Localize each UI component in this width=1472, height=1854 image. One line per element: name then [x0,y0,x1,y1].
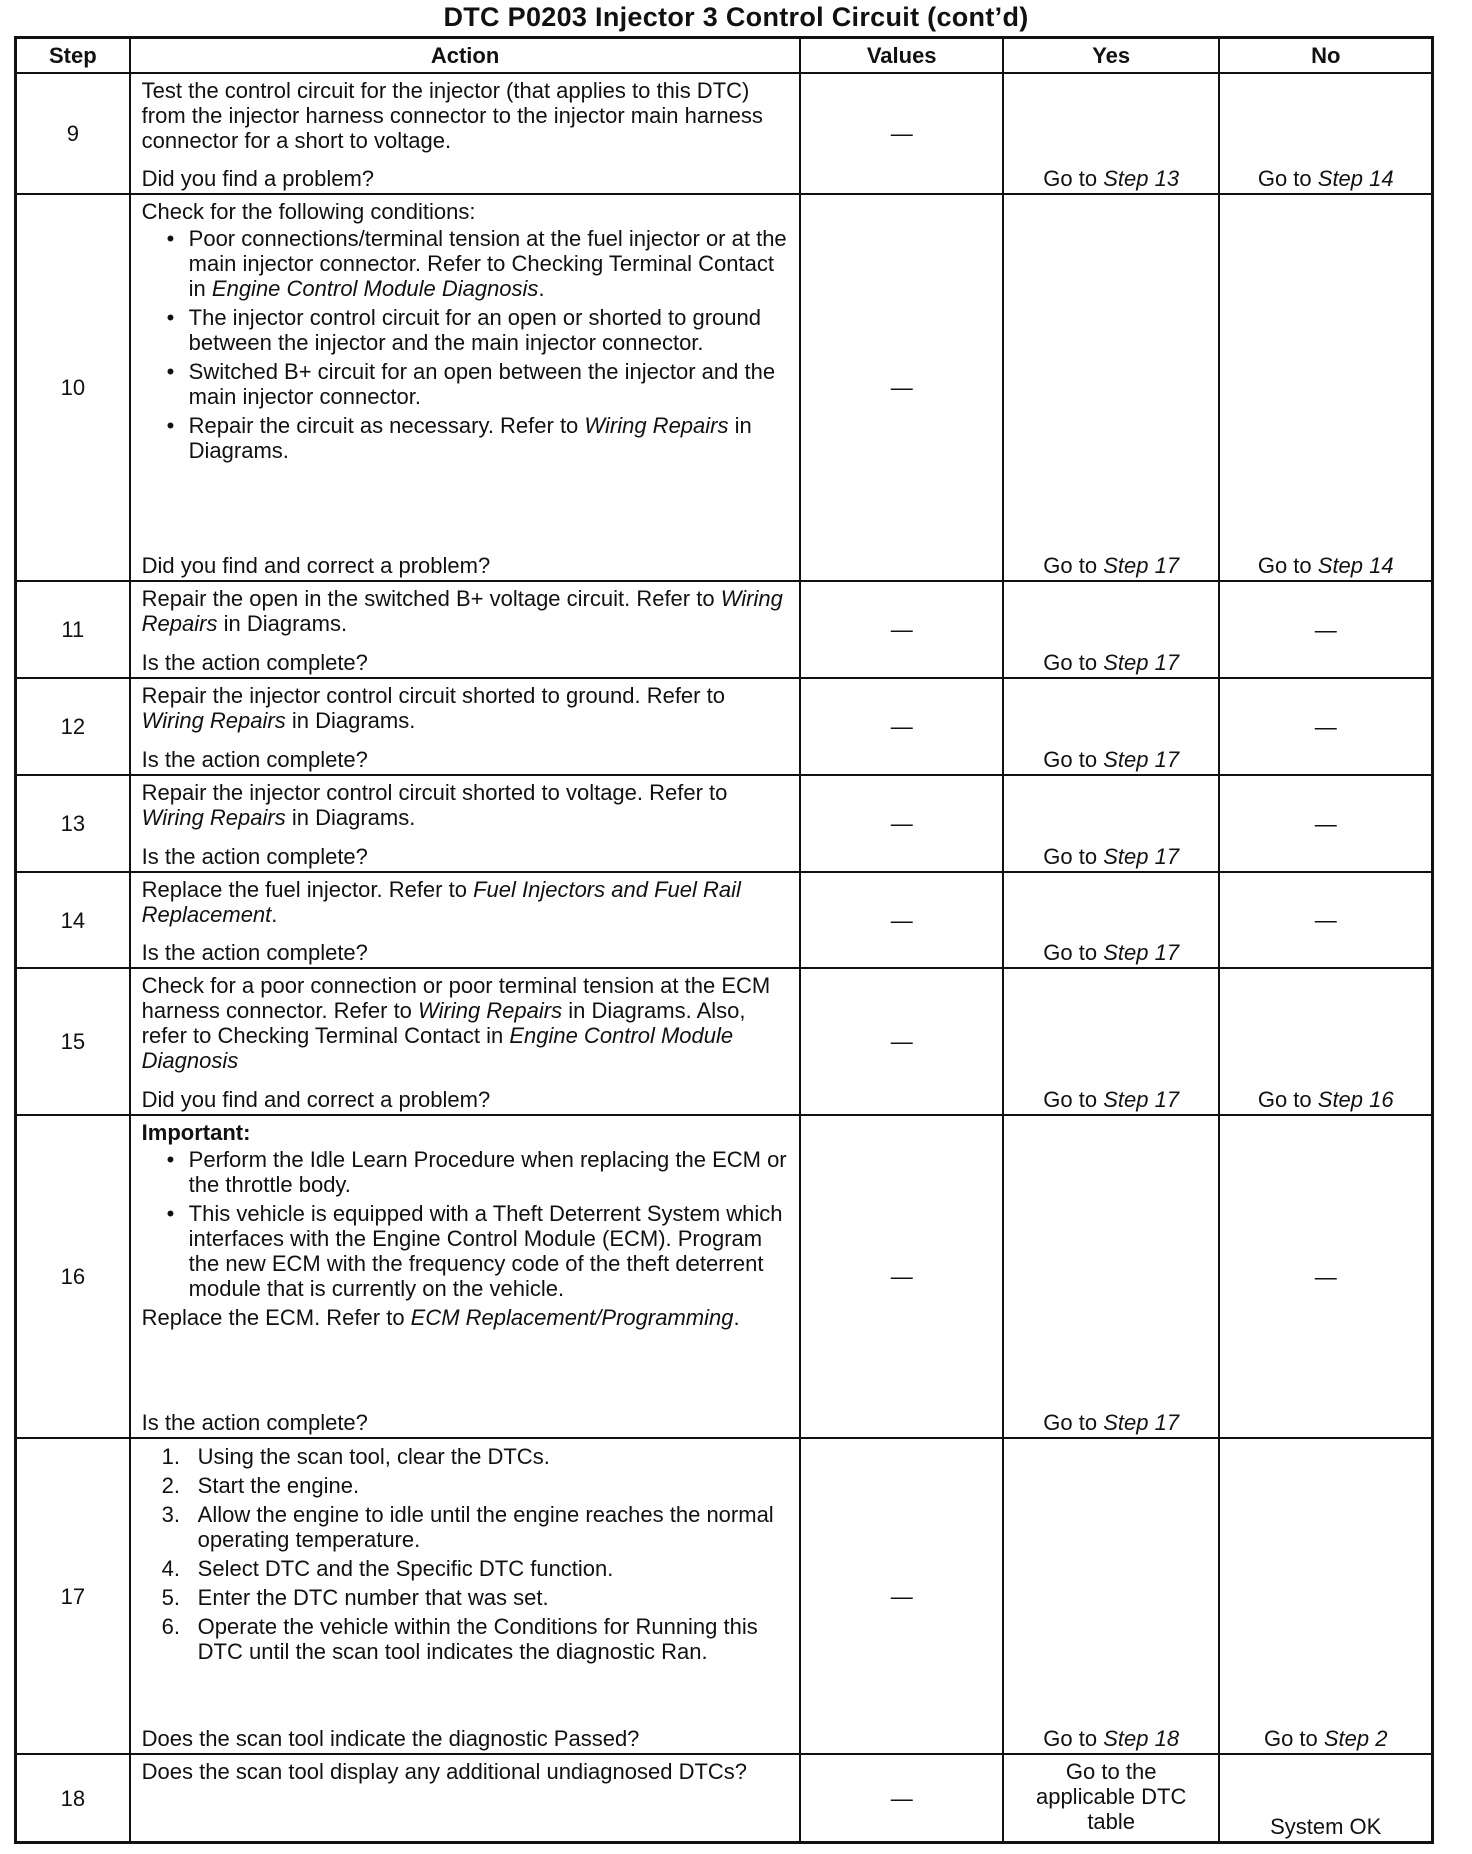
dash-mark: — [890,1029,913,1054]
dash-mark: — [1314,811,1337,836]
yes-goto-table: Go to the applicable DTC table [1035,1759,1187,1834]
action-text-tail: . [271,902,278,927]
step-number: 16 [16,1115,130,1438]
action-text [142,780,790,830]
action-text-part: Replace the ECM. Refer to [141,1305,411,1330]
action-cell [130,872,801,968]
step-number: 13 [16,775,130,872]
header-values: Values [800,38,1002,74]
table-row [16,194,1433,581]
goto-prefix: Go to [1257,553,1318,578]
values-cell [800,775,1002,872]
no-cell [1219,73,1432,194]
bullet-tail: in Diagrams. [188,413,752,463]
action-question: Did you find a problem? [141,166,375,191]
dash-mark: — [890,1785,913,1811]
goto-prefix: Go to [1263,1726,1324,1751]
yes-cell [1003,194,1220,581]
step-number: 18 [16,1754,130,1843]
dash-mark: — [890,617,913,642]
procedure-text: Using the scan tool, clear the DTCs. [197,1444,550,1469]
action-text [142,683,790,733]
goto-target: Step 17 [1103,650,1180,675]
procedure-list [142,1444,790,1664]
goto-prefix: Go to [1043,1726,1104,1751]
yes-cell [1003,968,1220,1115]
action-ref: Wiring Repairs [141,586,783,636]
list-item: • Perform the Idle Learn Procedure when replacing the ECM or the throttle body. [189,1147,790,1197]
no-cell [1219,775,1432,872]
dash-mark: — [1314,617,1337,642]
dash-mark: — [890,1264,913,1289]
no-cell [1219,1438,1432,1754]
list-item: 5. Enter the DTC number that was set. [161,1585,549,1610]
goto-target: Step 18 [1103,1726,1180,1751]
goto-prefix: Go to [1043,1410,1104,1435]
action-cell [130,968,801,1115]
action-text: Check for the following conditions: [141,199,476,224]
goto-target: Step 14 [1317,166,1394,191]
action-question: Did you find and correct a problem? [141,1087,491,1112]
yes-cell [1003,1438,1220,1754]
action-text-part: Repair the injector control circuit shorted to voltage. Refer to [141,780,728,805]
table-row [16,581,1433,678]
page-title: DTC P0203 Injector 3 Control Circuit (cont’d) [443,2,1029,32]
values-cell [800,872,1002,968]
table-row [16,1115,1433,1438]
goto-target: Step 17 [1103,747,1180,772]
goto-target: Step 17 [1103,940,1180,965]
action-text [142,877,790,927]
header-no: No [1219,38,1432,74]
action-question: Is the action complete? [141,844,368,869]
step-number: 12 [16,678,130,775]
no-goto [1220,166,1431,191]
action-ref: ECM Replacement/Programming [410,1305,734,1330]
dash-mark: — [890,375,913,400]
no-goto [1220,1087,1431,1112]
list-item: 2. Start the engine. [161,1473,360,1498]
yes-goto [1004,1726,1219,1751]
dash-mark: — [890,121,913,146]
table-row [16,73,1433,194]
action-question: Is the action complete? [141,1410,368,1435]
table-row [16,678,1433,775]
procedure-text: Operate the vehicle within the Conditions for Running this DTC until the scan tool indicates the diagnostic Ran. [197,1614,758,1664]
action-cell [130,194,801,581]
action-question: Does the scan tool indicate the diagnostic Passed? [141,1726,640,1751]
diagnostic-table [14,36,1434,1844]
table-row [16,1438,1433,1754]
action-text-tail: . [733,1305,740,1330]
procedure-text: Select DTC and the Specific DTC function. [197,1556,614,1581]
goto-target: Step 16 [1317,1087,1394,1112]
important-label: Important: [141,1120,251,1145]
yes-cell [1003,73,1220,194]
dash-mark: — [1314,714,1337,739]
dash-mark: — [1314,907,1337,933]
action-text-part: Repair the injector control circuit shorted to ground. Refer to [141,683,725,708]
values-cell [800,678,1002,775]
action-text: Does the scan tool display any additional undiagnosed DTCs? [141,1759,748,1784]
list-item [189,226,790,301]
list-item: 6. Operate the vehicle within the Conditions for Running this DTC until the scan tool indicates the diagnostic Ran. [161,1614,758,1664]
procedure-text: Enter the DTC number that was set. [197,1585,549,1610]
step-number: 15 [16,968,130,1115]
header-row [16,38,1433,74]
dash-mark: — [890,1583,913,1609]
goto-prefix: Go to [1043,650,1104,675]
goto-prefix: Go to [1043,844,1104,869]
bullet-text: Switched B+ circuit for an open between the injector and the main injector connector. [188,359,776,409]
action-question: Is the action complete? [141,650,368,675]
yes-cell [1003,775,1220,872]
goto-target: Step 17 [1103,844,1180,869]
action-question: Is the action complete? [141,940,368,965]
list-item: 4. Select DTC and the Specific DTC function. [161,1556,614,1581]
header-step: Step [16,38,130,74]
no-cell [1219,581,1432,678]
no-cell [1219,1754,1432,1843]
action-question: Did you find and correct a problem? [141,553,491,578]
action-ref: Engine Control Module Diagnosis [141,1023,734,1073]
yes-cell [1003,1754,1220,1843]
goto-target: Step 17 [1103,553,1180,578]
yes-cell [1003,678,1220,775]
action-text [142,1305,790,1330]
yes-cell [1003,581,1220,678]
dash-mark: — [1314,1264,1337,1289]
goto-target: Step 13 [1103,166,1180,191]
bullet-text: Poor connections/terminal tension at the fuel injector or at the main injector connector. Refer to Checking Terminal Contact in [188,226,787,301]
action-ref: Fuel Injectors and Fuel Rail Replacement [141,877,741,927]
action-ref: Wiring Repairs [141,708,286,733]
yes-goto [1004,844,1219,869]
dash-mark: — [890,907,913,933]
action-text-tail: in Diagrams. Also, refer to Checking Terminal Contact in [141,998,746,1048]
action-cell [130,73,801,194]
action-ref: Wiring Repairs [141,805,286,830]
goto-prefix: Go to [1043,747,1104,772]
list-item: 3. Allow the engine to idle until the engine reaches the normal operating temperature. [161,1502,774,1552]
goto-prefix: Go to [1043,940,1104,965]
values-cell [800,1754,1002,1843]
step-number: 9 [16,73,130,194]
dash-mark: — [890,714,913,739]
action-question: Is the action complete? [141,747,368,772]
no-goto [1220,1726,1431,1751]
action-text-part: Repair the open in the switched B+ voltage circuit. Refer to [141,586,721,611]
step-number: 17 [16,1438,130,1754]
action-text: Test the control circuit for the injector (that applies to this DTC) from the injector harness connector to the injector main harness connector for a short to voltage. [141,78,763,153]
header-yes: Yes [1003,38,1220,74]
step-number: 14 [16,872,130,968]
important-list [142,1147,790,1301]
yes-cell [1003,872,1220,968]
values-cell [800,73,1002,194]
procedure-text: Start the engine. [197,1473,360,1498]
yes-goto [1004,747,1219,772]
bullet-text: The injector control circuit for an open or shorted to ground between the injector and the main injector connector. [188,305,761,355]
action-text [142,586,790,636]
no-cell [1219,194,1432,581]
table-row [16,1754,1433,1843]
goto-prefix: Go to [1257,166,1318,191]
table-row [16,968,1433,1115]
bullet-ref: Engine Control Module Diagnosis [211,276,539,301]
table-row [16,775,1433,872]
yes-cell [1003,1115,1220,1438]
yes-goto [1004,553,1219,578]
action-text-part: Check for a poor connection or poor terminal tension at the ECM harness connector. Refer to [141,973,771,1023]
header-action: Action [130,38,801,74]
no-cell [1219,678,1432,775]
no-result: System OK [1270,1814,1382,1839]
yes-goto [1004,650,1219,675]
yes-goto [1004,1087,1219,1112]
step-number: 10 [16,194,130,581]
values-cell [800,194,1002,581]
no-goto [1220,553,1431,578]
no-cell [1219,872,1432,968]
action-cell [130,1438,801,1754]
table-row [16,872,1433,968]
bullet-ref: Wiring Repairs [584,413,729,438]
dash-mark: — [890,811,913,836]
yes-goto [1004,1410,1219,1435]
no-cell [1219,1115,1432,1438]
values-cell [800,581,1002,678]
goto-target: Step 17 [1103,1410,1180,1435]
action-cell [130,678,801,775]
goto-target: Step 14 [1317,553,1394,578]
list-item: 1. Using the scan tool, clear the DTCs. [161,1444,550,1469]
action-ref: Wiring Repairs [418,998,563,1023]
action-text-tail: in Diagrams. [285,805,416,830]
values-cell [800,1115,1002,1438]
list-item [189,305,790,355]
condition-list [142,226,790,463]
yes-goto [1004,940,1219,965]
action-text [142,973,790,1073]
action-cell [130,775,801,872]
list-item [189,359,790,409]
bullet-tail: . [538,276,545,301]
action-cell [130,1115,801,1438]
goto-prefix: Go to [1043,166,1104,191]
action-text-part: Replace the fuel injector. Refer to [141,877,474,902]
goto-prefix: Go to [1043,1087,1104,1112]
goto-prefix: Go to [1257,1087,1318,1112]
list-item [189,413,790,463]
goto-prefix: Go to [1043,553,1104,578]
values-cell [800,1438,1002,1754]
values-cell [800,968,1002,1115]
step-number: 11 [16,581,130,678]
yes-goto [1004,166,1219,191]
procedure-text: Allow the engine to idle until the engine reaches the normal operating temperature. [197,1502,774,1552]
action-text-tail: in Diagrams. [285,708,416,733]
action-text-tail: in Diagrams. [217,611,348,636]
action-cell [130,581,801,678]
goto-target: Step 17 [1103,1087,1180,1112]
list-item: • This vehicle is equipped with a Theft Deterrent System which interfaces with the Engine Control Module (ECM). Program the new ECM with the frequency code of the theft deterrent module that is currently on the vehicle. [189,1201,790,1301]
bullet-text: Repair the circuit as necessary. Refer to [188,413,585,438]
no-cell [1219,968,1432,1115]
action-cell [130,1754,801,1843]
goto-target: Step 2 [1323,1726,1388,1751]
